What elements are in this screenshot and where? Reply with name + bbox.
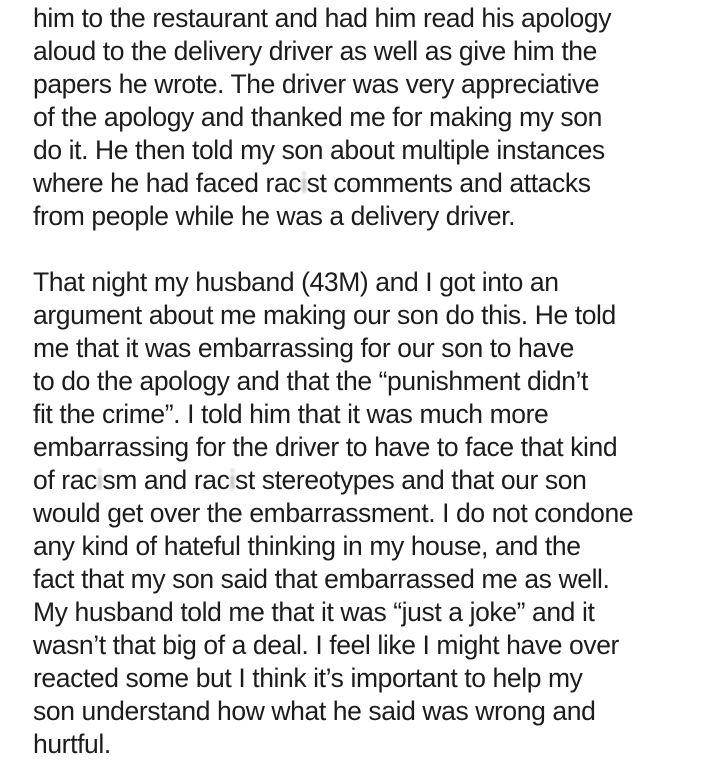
paragraph (33, 2, 702, 233)
text-line: where he had faced racist comments and attacks (33, 168, 591, 198)
paragraph (33, 266, 702, 761)
text-line: argument about me making our son do this. He told (33, 300, 616, 330)
text-line: of racism and racist stereotypes and that our son (33, 465, 587, 495)
text-line: of the apology and thanked me for making my son (33, 102, 602, 132)
text-line: would get over the embarrassment. I do not condone (33, 498, 634, 528)
text-line: embarrassing for the driver to have to face that kind (33, 432, 618, 462)
text-line: son understand how what he said was wrong and (33, 696, 596, 726)
text-line: That night my husband (43M) and I got into an (33, 267, 559, 297)
text-line: me that it was embarrassing for our son to have (33, 333, 574, 363)
text-line: any kind of hateful thinking in my house, and the (33, 531, 581, 561)
text-line: hurtful. (33, 729, 111, 759)
text-line: fact that my son said that embarrassed me as well. (33, 564, 610, 594)
text-line: from people while he was a delivery driver. (33, 201, 516, 231)
text-line: do it. He then told my son about multiple instances (33, 135, 605, 165)
censored-character: i (301, 168, 307, 198)
text-line: wasn’t that big of a deal. I feel like I might have over (33, 630, 619, 660)
text-line: him to the restaurant and had him read his apology (33, 3, 612, 33)
text-line: papers he wrote. The driver was very appreciative (33, 69, 600, 99)
censored-character: i (96, 465, 103, 495)
text-line: to do the apology and that the “punishment didn’t (33, 366, 588, 396)
text-line: aloud to the delivery driver as well as give him the (33, 36, 597, 66)
text-line: My husband told me that it was “just a joke” and it (33, 597, 595, 627)
text-line: fit the crime”. I told him that it was much more (33, 399, 549, 429)
text-line: reacted some but I think it’s important to help my (33, 663, 583, 693)
censored-character: i (229, 465, 235, 495)
